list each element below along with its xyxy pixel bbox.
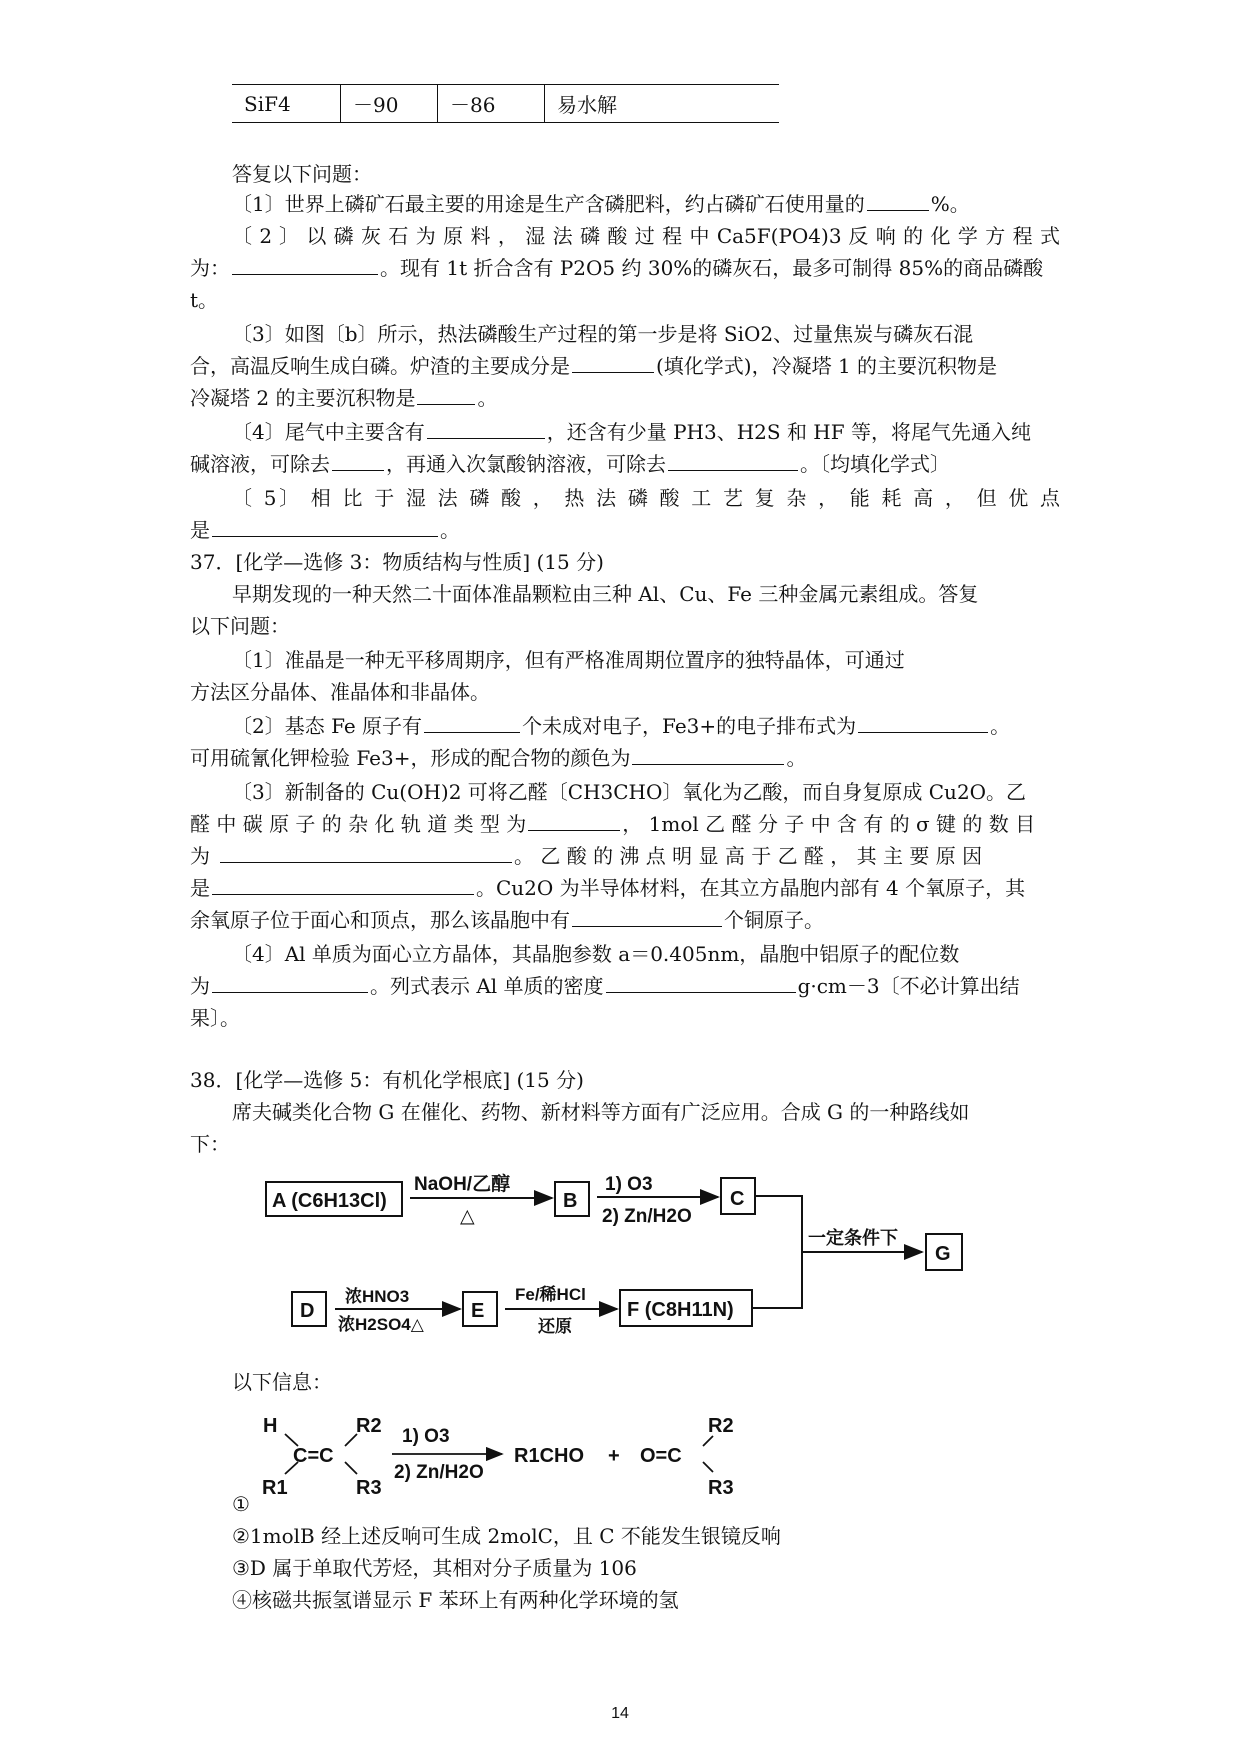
q37-part3-line1: 〔3〕新制备的 Cu(OH)2 可将乙醛〔CH3CHO〕氧化为乙酸，而自身复原成 Cu2O。乙 — [232, 780, 1027, 804]
product-ketone: O=C — [640, 1445, 682, 1467]
q36-intro: 答复以下问题： — [232, 162, 372, 186]
atom-r1: R1 — [262, 1477, 288, 1499]
q37-p2-text: 〔2〕基态 Fe 原子有 — [232, 714, 423, 738]
table-cell: SiF4 — [232, 85, 341, 123]
q38-info-title: 以下信息： — [232, 1370, 332, 1394]
bond-r3b — [703, 1462, 713, 1472]
q37-p4-text3: g·cm－3〔不必计算出结 — [797, 974, 1020, 998]
q37-intro-line1: 早期发现的一种天然二十面体准晶颗粒由三种 Al、Cu、Fe 三种金属元素组成。答复 — [232, 582, 979, 606]
q37-p2-text3: 可用硫氰化钾检验 Fe3+，形成的配合物的颜色为 — [190, 746, 631, 770]
q36-part5-line1: 〔 5〕 相 比 于 湿 法 磷 酸 ， 热 法 磷 酸 工 艺 复 杂 ， 能 耗 高 ， 但 优 点 — [232, 486, 1060, 510]
q36-p4-text3: 碱溶液，可除去 — [190, 452, 330, 476]
label-d: D — [300, 1300, 315, 1322]
q36-part3-line1: 〔3〕如图〔b〕所示，热法磷酸生产过程的第一步是将 SiO2、过量焦炭与磷灰石混 — [232, 322, 974, 346]
plus-sign: + — [608, 1445, 620, 1467]
table-cell: －86 — [438, 85, 545, 123]
label-a: A (C6H13Cl) — [272, 1190, 387, 1212]
q36-p5-text: 是 — [190, 518, 210, 542]
table-cell: 易水解 — [545, 85, 780, 123]
arrow2-bottom: 2) Zn/H2O — [602, 1206, 692, 1227]
q36-p4-text2: ，还含有少量 PH3、H2S 和 HF 等，将尾气先通入纯 — [546, 420, 1031, 444]
arrow3-top: 浓HNO3 — [345, 1287, 410, 1306]
q37-part4-line1: 〔4〕Al 单质为面心立方晶体，其晶胞参数 a＝0.405nm，晶胞中铝原子的配位数 — [232, 942, 960, 966]
arrow3-bottom: 浓H2SO4△ — [338, 1315, 424, 1334]
q38-title: 38．[化学—选修 5：有机化学根底] (15 分) — [190, 1068, 584, 1092]
q37-p3-text2: ， 1mol 乙 醛 分 子 中 含 有 的 σ 键 的 数 目 — [622, 812, 1036, 836]
bond-r2b — [703, 1436, 713, 1446]
q37-p2-tail2: 。 — [786, 746, 807, 770]
q37-part1-line2: 方法区分晶体、准晶体和非晶体。 — [190, 680, 490, 704]
product-aldehyde: R1CHO — [514, 1445, 585, 1467]
q38-info-1: ① — [232, 1492, 250, 1516]
q37-title: 37．[化学—选修 3：物质结构与性质] (15 分) — [190, 550, 604, 574]
bond-r3 — [345, 1462, 357, 1474]
q36-p4-text4: ，再通入次氯酸钠溶液，可除去 — [386, 452, 666, 476]
q38-info-2: ②1molB 经上述反响可生成 2molC，且 C 不能发生银镜反响 — [232, 1524, 781, 1548]
atom-r2b: R2 — [708, 1415, 734, 1437]
q36-p5-tail: 。 — [440, 518, 460, 542]
q36-part2-line1: 〔 2 〕 以 磷 灰 石 为 原 料 ， 湿 法 磷 酸 过 程 中 Ca5F(PO4)3 反 响 的 化 学 方 程 式 — [232, 224, 1060, 248]
q37-p3-text5: 是 — [190, 876, 210, 900]
q37-part4-line3: 果〕。 — [190, 1006, 240, 1030]
q36-p1-text: 〔1〕世界上磷矿石最主要的用途是生产含磷肥料，约占磷矿石使用量的 — [232, 192, 865, 216]
q36-p3-text3: 冷凝塔 2 的主要沉积物是 — [190, 386, 416, 410]
q36-p2-text: 为： — [190, 256, 230, 280]
reaction-condition-top: 1) O3 — [402, 1426, 450, 1447]
q37-p2-tail: 。 — [990, 714, 1011, 738]
q36-p1-tail: %。 — [930, 192, 970, 216]
q37-p3-text6: 。Cu2O 为半导体材料，在其立方晶胞内部有 4 个氧原子，其 — [476, 876, 1026, 900]
atom-r2: R2 — [356, 1415, 382, 1437]
q37-p2-text2: 个未成对电子，Fe3+的电子排布式为 — [522, 714, 857, 738]
q37-p4-text: 为 — [190, 974, 210, 998]
q36-p3-tail: 。 — [477, 386, 498, 410]
q37-p4-text2: 。列式表示 Al 单质的密度 — [370, 974, 604, 998]
arrow4-bottom: 还原 — [538, 1317, 572, 1336]
q38-info-4: ④核磁共振氢谱显示 F 苯环上有两种化学环境的氢 — [232, 1588, 679, 1612]
label-c: C — [730, 1188, 745, 1210]
q36-p4-tail: 。〔均填化学式〕 — [800, 452, 950, 476]
atom-r3: R3 — [356, 1477, 382, 1499]
q36-part2-line3: t。 — [190, 288, 219, 312]
q37-p3-text4: 。 乙 酸 的 沸 点 明 显 高 于 乙 醛 ， 其 主 要 原 因 — [514, 844, 983, 868]
reaction-condition-bottom: 2) Zn/H2O — [394, 1462, 484, 1483]
label-g: G — [935, 1243, 951, 1265]
q38-info-3: ③D 属于单取代芳烃，其相对分子质量为 106 — [232, 1556, 637, 1580]
label-f: F (C8H11N) — [627, 1299, 734, 1321]
q37-part1-line1: 〔1〕准晶是一种无平移周期序，但有严格准周期位置序的独特晶体，可通过 — [232, 648, 905, 672]
arrow4-top: Fe/稀HCl — [515, 1285, 586, 1304]
q37-p3-text: 醛 中 碳 原 子 的 杂 化 轨 道 类 型 为 — [190, 812, 527, 836]
q36-p2-text2: 。现有 1t 折合含有 P2O5 约 30%的磷灰石，最多可制得 85%的商品磷酸 — [380, 256, 1044, 280]
double-bond-cc: C=C — [293, 1445, 334, 1467]
arrow2-top: 1) O3 — [605, 1174, 653, 1195]
label-e: E — [471, 1300, 485, 1322]
q36-p3-text: 合，高温反响生成白磷。炉渣的主要成分是 — [190, 354, 570, 378]
q37-intro-line2: 以下问题： — [190, 614, 290, 638]
q38-intro-line2: 下： — [190, 1132, 230, 1156]
merge-condition: 一定条件下 — [808, 1228, 898, 1248]
q37-p3-tail: 个铜原子。 — [724, 908, 824, 932]
table-cell: －90 — [341, 85, 438, 123]
q37-p3-text3: 为 — [190, 844, 210, 868]
q36-p3-text2: (填化学式)，冷凝塔 1 的主要沉积物是 — [656, 354, 998, 378]
q38-intro-line1: 席夫碱类化合物 G 在催化、药物、新材料等方面有广泛应用。合成 G 的一种路线如 — [232, 1100, 970, 1124]
connector-c — [752, 1196, 802, 1308]
atom-h: H — [263, 1415, 278, 1437]
label-b: B — [563, 1190, 578, 1212]
arrow1-bottom: △ — [460, 1206, 475, 1227]
arrow1-top: NaOH/乙醇 — [414, 1174, 511, 1195]
page-number: 14 — [611, 1705, 629, 1722]
q36-p4-text: 〔4〕尾气中主要含有 — [232, 420, 425, 444]
atom-r3b: R3 — [708, 1477, 734, 1499]
q37-p3-text7: 余氧原子位于面心和顶点，那么该晶胞中有 — [190, 908, 570, 932]
